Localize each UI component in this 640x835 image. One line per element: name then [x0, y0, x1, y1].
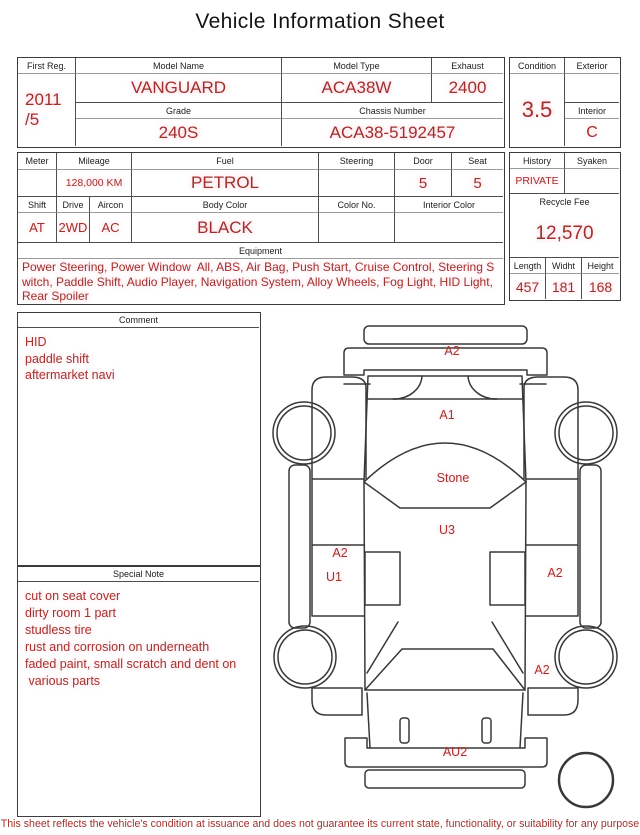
rear-right-wheel-inner — [559, 630, 613, 684]
length-label: Length — [510, 258, 546, 274]
section2-history-table — [509, 152, 621, 301]
section1-condition-table — [509, 57, 621, 148]
hood — [364, 376, 526, 482]
damage-label-rear-bumper: AU2 — [442, 745, 468, 759]
meter-label: Meter — [18, 153, 57, 170]
comment-text — [18, 328, 259, 564]
special-note-box — [17, 566, 261, 817]
grade-value: 240S — [76, 119, 282, 146]
first-reg-label: First Reg. — [18, 58, 76, 74]
model-name-label: Model Name — [76, 58, 282, 74]
front-left-wheel — [273, 402, 335, 464]
front-left-wheel-inner — [277, 406, 331, 460]
rear-hatch — [367, 693, 523, 748]
chassis-number-label: Chassis Number — [282, 103, 503, 119]
width-value: 181 — [546, 274, 582, 299]
comment-line: paddle shift — [25, 351, 89, 366]
condition-label: Condition — [510, 58, 565, 74]
special-note-line: cut on seat cover — [25, 589, 121, 603]
equipment-value: Power Steering, Power Window All, ABS, Air Bag, Push Start, Cruise Control, Steering Switch, Paddle Shift, Audio Player, Navigation System, Alloy Wheels, Fog Light, HID Light, Rear Spoiler — [22, 260, 497, 304]
grade-label: Grade — [76, 103, 282, 119]
damage-label-hood: A1 — [439, 408, 455, 422]
front-right-wheel — [555, 402, 617, 464]
spare-tire — [559, 753, 613, 807]
body-color-label: Body Color — [132, 197, 319, 213]
car-damage-diagram — [270, 300, 640, 820]
condition-value: 3.5 — [510, 74, 565, 146]
special-note-line: faded paint, small scratch and dent on — [25, 657, 237, 671]
comment-box — [17, 312, 261, 566]
right-taillight — [482, 718, 491, 743]
color-no-label: Color No. — [319, 197, 395, 213]
damage-label-roof: U3 — [439, 523, 455, 537]
shift-label: Shift — [18, 197, 57, 213]
aircon-value: AC — [90, 213, 132, 243]
rear-left-wheel — [274, 626, 336, 688]
car-diagram-drawing — [270, 300, 640, 820]
special-note-text — [18, 582, 259, 815]
front-right-wheel-inner — [559, 406, 613, 460]
damage-label-left-rear-door: U1 — [326, 570, 342, 584]
door-label: Door — [395, 153, 452, 170]
seat-value: 5 — [452, 170, 503, 197]
steering-value — [319, 170, 395, 197]
section2-main-table — [17, 152, 505, 305]
right-sill — [580, 465, 601, 628]
seat-label: Seat — [452, 153, 503, 170]
equipment-label: Equipment — [18, 243, 503, 259]
drive-label: Drive — [57, 197, 90, 213]
comment-line: HID — [25, 335, 47, 349]
comment-label: Comment — [18, 313, 259, 328]
model-type-value: ACA38W — [282, 74, 432, 103]
interior-label: Interior — [565, 103, 619, 119]
interior-color-label: Interior Color — [395, 197, 503, 213]
special-note-line: rust and corrosion on underneath — [25, 640, 210, 654]
rear-lower-bar — [365, 770, 525, 788]
interior-color-value — [395, 213, 503, 243]
left-rear-corner — [312, 688, 362, 715]
special-note-line: various parts — [25, 674, 101, 688]
recycle-fee-value: 12,570 — [510, 210, 619, 258]
exterior-value — [565, 74, 619, 103]
fuel-label: Fuel — [132, 153, 319, 170]
front-roof-bar — [364, 326, 527, 344]
right-cabin-panel — [490, 552, 525, 605]
recycle-fee-label: Recycle Fee — [539, 197, 590, 207]
rear-left-wheel-inner — [278, 630, 332, 684]
disclaimer-text: This sheet reflects the vehicle's condition at issuance and does not guarantee its current state, functionality, or suitability for any purpose — [0, 818, 640, 830]
exterior-label: Exterior — [565, 58, 619, 74]
syaken-label: Syaken — [565, 153, 619, 169]
special-note-line: dirty room 1 part — [25, 606, 117, 620]
damage-label-right-door: A2 — [547, 566, 563, 580]
exhaust-label: Exhaust — [432, 58, 503, 74]
c-pillars — [367, 622, 523, 673]
history-value: PRIVATE — [510, 169, 565, 194]
left-cabin-panel — [365, 552, 400, 605]
damage-label-front-bumper: A2 — [444, 344, 460, 358]
fuel-value: PETROL — [132, 170, 319, 197]
body-color-value: BLACK — [132, 213, 319, 243]
shift-value: AT — [18, 213, 57, 243]
page-title: Vehicle Information Sheet — [195, 10, 445, 33]
roof-sides — [364, 482, 526, 690]
rear-window — [365, 649, 525, 690]
height-value: 168 — [588, 278, 613, 295]
damage-label-left-front-door: A2 — [332, 546, 348, 560]
rear-right-wheel — [555, 626, 617, 688]
right-door-panels — [526, 479, 578, 616]
color-no-value — [319, 213, 395, 243]
comment-line: aftermarket navi — [25, 368, 115, 382]
right-rear-corner — [528, 688, 578, 715]
left-taillight — [400, 718, 409, 743]
special-note-label: Special Note — [18, 567, 259, 582]
mileage-value: 128,000 KM — [57, 170, 132, 197]
door-value: 5 — [395, 170, 452, 197]
mileage-label: Mileage — [57, 153, 132, 170]
steering-label: Steering — [319, 153, 395, 170]
history-label: History — [510, 153, 565, 169]
hood-arcs — [393, 376, 497, 399]
left-front-fender-panel — [312, 377, 366, 479]
height-label: Height — [582, 258, 619, 274]
model-type-label: Model Type — [282, 58, 432, 74]
left-sill — [289, 465, 310, 628]
damage-label-right-rear-quarter: A2 — [534, 663, 550, 677]
model-name-value: VANGUARD — [76, 74, 282, 103]
right-front-fender-panel — [524, 377, 578, 479]
drive-value: 2WD — [57, 213, 90, 243]
first-reg-value: 2011 /5 — [18, 74, 76, 146]
special-note-line: studless tire — [25, 623, 92, 637]
syaken-value — [565, 169, 619, 194]
width-label: Widht — [546, 258, 582, 274]
exhaust-value: 2400 — [432, 74, 503, 103]
meter-value — [18, 170, 57, 197]
damage-label-windshield: Stone — [436, 471, 470, 485]
interior-value: C — [586, 123, 598, 141]
section1-main-table — [17, 57, 505, 148]
chassis-number-value: ACA38-5192457 — [329, 122, 456, 142]
aircon-label: Aircon — [90, 197, 132, 213]
length-value: 457 — [510, 274, 546, 299]
